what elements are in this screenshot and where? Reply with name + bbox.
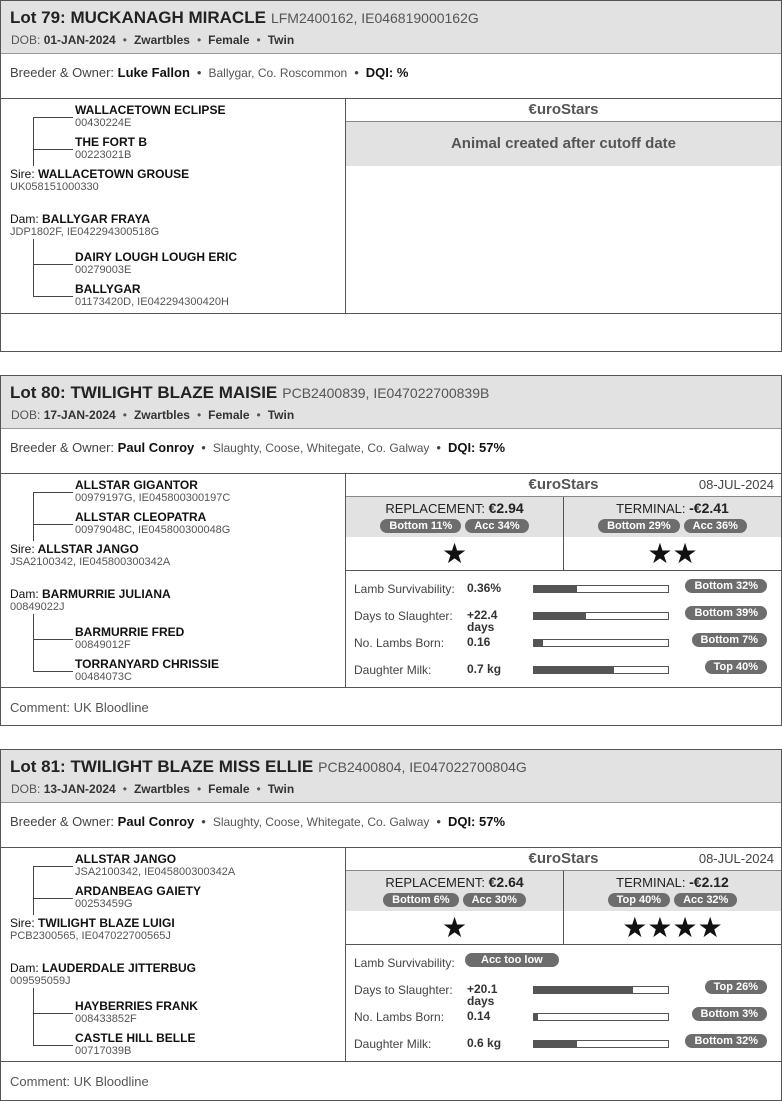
lot-title bbox=[10, 8, 479, 28]
sex: Female bbox=[208, 782, 250, 796]
trait-row bbox=[346, 1005, 781, 1029]
dqi: DQI: % bbox=[365, 65, 409, 80]
dam-sire-name: DAIRY LOUGH LOUGH ERIC bbox=[75, 250, 238, 264]
birth-type: Twin bbox=[267, 782, 295, 796]
lot-header bbox=[1, 376, 781, 429]
lot-ids: PCB2400839, IE047022700839B bbox=[282, 385, 490, 401]
eurostars-title-text: €uroStars bbox=[528, 476, 599, 493]
sire-dam-name: THE FORT B bbox=[75, 135, 147, 149]
sire-dam-name: ARDANBEAG GAIETY bbox=[75, 884, 202, 898]
trait-label: Days to Slaughter: bbox=[354, 609, 453, 623]
owner-line: Breeder & Owner: Paul Conroy • Slaughty, Coose, Whitegate, Co. Galway • DQI: 57% bbox=[10, 440, 506, 455]
eurostars-title-text: €uroStars bbox=[528, 850, 599, 867]
dam-sire-id: 00279003E bbox=[75, 264, 132, 276]
eurostars-date: 08-JUL-2024 bbox=[698, 477, 774, 492]
sire-name-text: TWILIGHT BLAZE LUIGI bbox=[38, 916, 175, 930]
dob-label: DOB: bbox=[11, 408, 41, 422]
trait-row bbox=[346, 978, 781, 1008]
pedigree bbox=[1, 474, 346, 687]
dqi: DQI: 57% bbox=[447, 440, 506, 455]
sire-dam-id: 00979048C, IE045800300048G bbox=[75, 524, 231, 536]
trait-rank-badge: Bottom 32% bbox=[685, 579, 767, 593]
trait-bar bbox=[533, 1013, 669, 1021]
trait-rank-badge: Bottom 32% bbox=[685, 1034, 767, 1048]
terminal-index bbox=[564, 497, 781, 537]
trait-label: Lamb Survivability: bbox=[354, 582, 455, 596]
lot-card-79 bbox=[0, 0, 782, 352]
trait-row bbox=[346, 1032, 781, 1056]
replacement-label: REPLACEMENT: bbox=[385, 501, 486, 516]
replacement-acc-badge: Acc 34% bbox=[465, 519, 528, 533]
sire-dam-name: ALLSTAR CLEOPATRA bbox=[75, 510, 207, 524]
sire-dam-id: 00253459G bbox=[75, 898, 133, 910]
terminal-index bbox=[564, 871, 781, 911]
trait-rank-badge: Bottom 7% bbox=[692, 633, 767, 647]
dam-label: Dam: bbox=[10, 587, 39, 601]
owner-line: Breeder & Owner: Luke Fallon • Ballygar, Co. Roscommon • DQI: % bbox=[10, 65, 409, 80]
lot-details: DOB: 17-JAN-2024 • Zwartbles • Female • Twin bbox=[11, 408, 295, 422]
trait-row bbox=[346, 577, 781, 601]
dob-label: DOB: bbox=[11, 33, 41, 47]
dam-dam-name: TORRANYARD CHRISSIE bbox=[75, 657, 220, 671]
trait-bar bbox=[533, 612, 669, 620]
dam-name-text: LAUDERDALE JITTERBUG bbox=[42, 961, 197, 975]
lot-ids: PCB2400804, IE047022700804G bbox=[318, 759, 527, 775]
pedigree bbox=[1, 848, 346, 1061]
replacement-value: €2.94 bbox=[488, 500, 524, 516]
lot-name: Lot 79: MUCKANAGH MIRACLE bbox=[10, 8, 266, 27]
eurostars-date: 08-JUL-2024 bbox=[698, 851, 774, 866]
trait-rank-badge: Bottom 39% bbox=[685, 606, 767, 620]
lot-card-81 bbox=[0, 749, 782, 1101]
terminal-acc-badge: Acc 36% bbox=[684, 519, 747, 533]
dam-dam-id: 00717039B bbox=[75, 1045, 132, 1057]
sire-name-text: WALLACETOWN GROUSE bbox=[38, 167, 190, 181]
trait-value: +22.4 days bbox=[467, 608, 498, 634]
trait-row bbox=[346, 631, 781, 655]
sire-label: Sire: bbox=[10, 916, 35, 930]
terminal-rank-badge: Top 40% bbox=[608, 893, 670, 907]
replacement-stars: ★ bbox=[441, 912, 468, 943]
sire-sire-name: ALLSTAR JANGO bbox=[75, 852, 177, 866]
sire-id: JSA2100342, IE045800300342A bbox=[10, 556, 171, 568]
lot-header bbox=[1, 750, 781, 803]
trait-label: No. Lambs Born: bbox=[354, 636, 445, 650]
breed: Zwartbles bbox=[133, 408, 190, 422]
dam-dam-name: BALLYGAR bbox=[75, 282, 141, 296]
trait-value: +20.1 days bbox=[467, 982, 498, 1008]
eurostars-title bbox=[346, 474, 781, 497]
owner-label: Breeder & Owner: bbox=[10, 814, 115, 829]
terminal-acc-badge: Acc 32% bbox=[674, 893, 737, 907]
breed: Zwartbles bbox=[133, 782, 190, 796]
replacement-rank-badge: Bottom 6% bbox=[383, 893, 458, 907]
eurostars-panel bbox=[346, 99, 781, 166]
replacement-label: REPLACEMENT: bbox=[385, 875, 486, 890]
dam-label: Dam: bbox=[10, 961, 39, 975]
lot-details: DOB: 13-JAN-2024 • Zwartbles • Female • Twin bbox=[11, 782, 295, 796]
replacement-index bbox=[346, 497, 563, 537]
owner-address: Slaughty, Coose, Whitegate, Co. Galway bbox=[212, 815, 430, 829]
sex: Female bbox=[208, 408, 250, 422]
breed: Zwartbles bbox=[133, 33, 190, 47]
birth-type: Twin bbox=[267, 408, 295, 422]
terminal-stars: ★★★★ bbox=[622, 912, 723, 943]
owner-address: Ballygar, Co. Roscommon bbox=[208, 66, 348, 80]
terminal-stars: ★★ bbox=[647, 538, 698, 569]
lot-header bbox=[1, 1, 781, 54]
trait-rank-badge: Bottom 3% bbox=[692, 1007, 767, 1021]
dam-dam-id: 00484073C bbox=[75, 671, 132, 683]
trait-row bbox=[346, 658, 781, 682]
sire-sire-name: WALLACETOWN ECLIPSE bbox=[75, 103, 226, 117]
dam-name-text: BARMURRIE JULIANA bbox=[42, 587, 171, 601]
eurostars-title bbox=[346, 848, 781, 871]
dam-id: 009595059J bbox=[10, 975, 71, 987]
dam-name bbox=[10, 587, 171, 601]
lot-details: DOB: 01-JAN-2024 • Zwartbles • Female • Twin bbox=[11, 33, 295, 47]
trait-label: No. Lambs Born: bbox=[354, 1010, 445, 1024]
lot-title bbox=[10, 757, 527, 777]
eurostars-title bbox=[346, 99, 781, 122]
trait-rank-badge: Top 40% bbox=[705, 660, 767, 674]
sire-id: PCB2300565, IE047022700565J bbox=[10, 930, 171, 942]
dam-sire-name: HAYBERRIES FRANK bbox=[75, 999, 198, 1013]
dam-id: 00849022J bbox=[10, 601, 65, 613]
lot-name: Lot 80: TWILIGHT BLAZE MAISIE bbox=[10, 383, 278, 402]
dam-sire-name: BARMURRIE FRED bbox=[75, 625, 185, 639]
sire-sire-name: ALLSTAR GIGANTOR bbox=[75, 478, 198, 492]
trait-accuracy-badge: Acc too low bbox=[465, 953, 559, 967]
trait-rank-badge: Top 26% bbox=[705, 980, 767, 994]
lot-ids: LFM2400162, IE046819000162G bbox=[270, 10, 479, 26]
lot-comment: Comment: UK Bloodline bbox=[10, 1074, 149, 1089]
trait-label: Lamb Survivability: bbox=[354, 956, 455, 970]
trait-value: 0.14 bbox=[467, 1009, 491, 1023]
dam-name bbox=[10, 212, 150, 226]
lot-title bbox=[10, 383, 489, 403]
trait-label: Daughter Milk: bbox=[354, 1037, 432, 1051]
lot-body bbox=[1, 473, 781, 688]
sire-id: UK058151000330 bbox=[10, 181, 99, 193]
eurostars-panel bbox=[346, 848, 781, 1061]
trait-bar-fill bbox=[534, 987, 633, 993]
replacement-index bbox=[346, 871, 563, 911]
trait-bar bbox=[533, 639, 669, 647]
owner-name: Luke Fallon bbox=[117, 65, 190, 80]
trait-bar-fill bbox=[534, 1014, 538, 1020]
sire-name bbox=[10, 916, 175, 930]
sire-name-text: ALLSTAR JANGO bbox=[37, 542, 139, 556]
eurostars-title-text: €uroStars bbox=[528, 101, 599, 118]
sire-label: Sire: bbox=[10, 542, 35, 556]
eurostars-panel bbox=[346, 474, 781, 687]
owner-line: Breeder & Owner: Paul Conroy • Slaughty, Coose, Whitegate, Co. Galway • DQI: 57% bbox=[10, 814, 506, 829]
replacement-rank-badge: Bottom 11% bbox=[380, 519, 461, 533]
dob-value: 01-JAN-2024 bbox=[43, 33, 116, 47]
trait-bar-fill bbox=[534, 586, 577, 592]
lot-card-80 bbox=[0, 375, 782, 726]
replacement-stars: ★ bbox=[441, 538, 468, 569]
dam-id: JDP1802F, IE042294300518G bbox=[10, 226, 160, 238]
dob-value: 13-JAN-2024 bbox=[43, 782, 116, 796]
cutoff-notice: Animal created after cutoff date bbox=[346, 122, 781, 166]
sire-sire-id: 00979197G, IE045800300197C bbox=[75, 492, 231, 504]
trait-bar-fill bbox=[534, 613, 586, 619]
terminal-rank-badge: Bottom 29% bbox=[598, 519, 680, 533]
dam-dam-id: 01173420D, IE042294300420H bbox=[75, 296, 229, 308]
dam-label: Dam: bbox=[10, 212, 39, 226]
dam-sire-id: 00849012F bbox=[75, 639, 131, 651]
trait-value: 0.36% bbox=[467, 581, 502, 595]
terminal-value: -€2.41 bbox=[689, 500, 729, 516]
trait-bar bbox=[533, 666, 669, 674]
owner-name: Paul Conroy bbox=[117, 440, 195, 455]
trait-bar-fill bbox=[534, 667, 614, 673]
trait-bar bbox=[533, 986, 669, 994]
trait-bar-fill bbox=[534, 1041, 577, 1047]
sire-name bbox=[10, 542, 139, 556]
trait-value: 0.7 kg bbox=[467, 662, 502, 676]
trait-row bbox=[346, 604, 781, 634]
trait-row bbox=[346, 951, 781, 975]
dam-dam-name: CASTLE HILL BELLE bbox=[75, 1031, 196, 1045]
trait-bar bbox=[533, 585, 669, 593]
replacement-value: €2.64 bbox=[488, 874, 524, 890]
trait-bar-fill bbox=[534, 640, 543, 646]
trait-value: 0.6 kg bbox=[467, 1036, 502, 1050]
terminal-label: TERMINAL: bbox=[616, 501, 686, 516]
sire-sire-id: 00430224E bbox=[75, 117, 132, 129]
lot-name: Lot 81: TWILIGHT BLAZE MISS ELLIE bbox=[10, 757, 314, 776]
dob-label: DOB: bbox=[11, 782, 41, 796]
sire-name bbox=[10, 167, 189, 181]
dam-name-text: BALLYGAR FRAYA bbox=[42, 212, 151, 226]
dqi: DQI: 57% bbox=[447, 814, 506, 829]
sex: Female bbox=[208, 33, 250, 47]
owner-name: Paul Conroy bbox=[117, 814, 195, 829]
terminal-value: -€2.12 bbox=[689, 874, 729, 890]
lot-comment: Comment: UK Bloodline bbox=[10, 700, 149, 715]
birth-type: Twin bbox=[267, 33, 295, 47]
owner-label: Breeder & Owner: bbox=[10, 65, 115, 80]
trait-label: Days to Slaughter: bbox=[354, 983, 453, 997]
lot-body bbox=[1, 98, 781, 314]
pedigree bbox=[1, 99, 346, 313]
replacement-acc-badge: Acc 30% bbox=[463, 893, 526, 907]
sire-sire-id: JSA2100342, IE045800300342A bbox=[75, 866, 236, 878]
dam-sire-id: 008433852F bbox=[75, 1013, 137, 1025]
terminal-label: TERMINAL: bbox=[616, 875, 686, 890]
owner-address: Slaughty, Coose, Whitegate, Co. Galway bbox=[212, 441, 430, 455]
dam-name bbox=[10, 961, 196, 975]
lot-body bbox=[1, 847, 781, 1062]
dob-value: 17-JAN-2024 bbox=[43, 408, 116, 422]
trait-bar bbox=[533, 1040, 669, 1048]
trait-label: Daughter Milk: bbox=[354, 663, 432, 677]
sire-label: Sire: bbox=[10, 167, 35, 181]
trait-value: 0.16 bbox=[467, 635, 491, 649]
owner-label: Breeder & Owner: bbox=[10, 440, 115, 455]
sire-dam-id: 00223021B bbox=[75, 149, 132, 161]
